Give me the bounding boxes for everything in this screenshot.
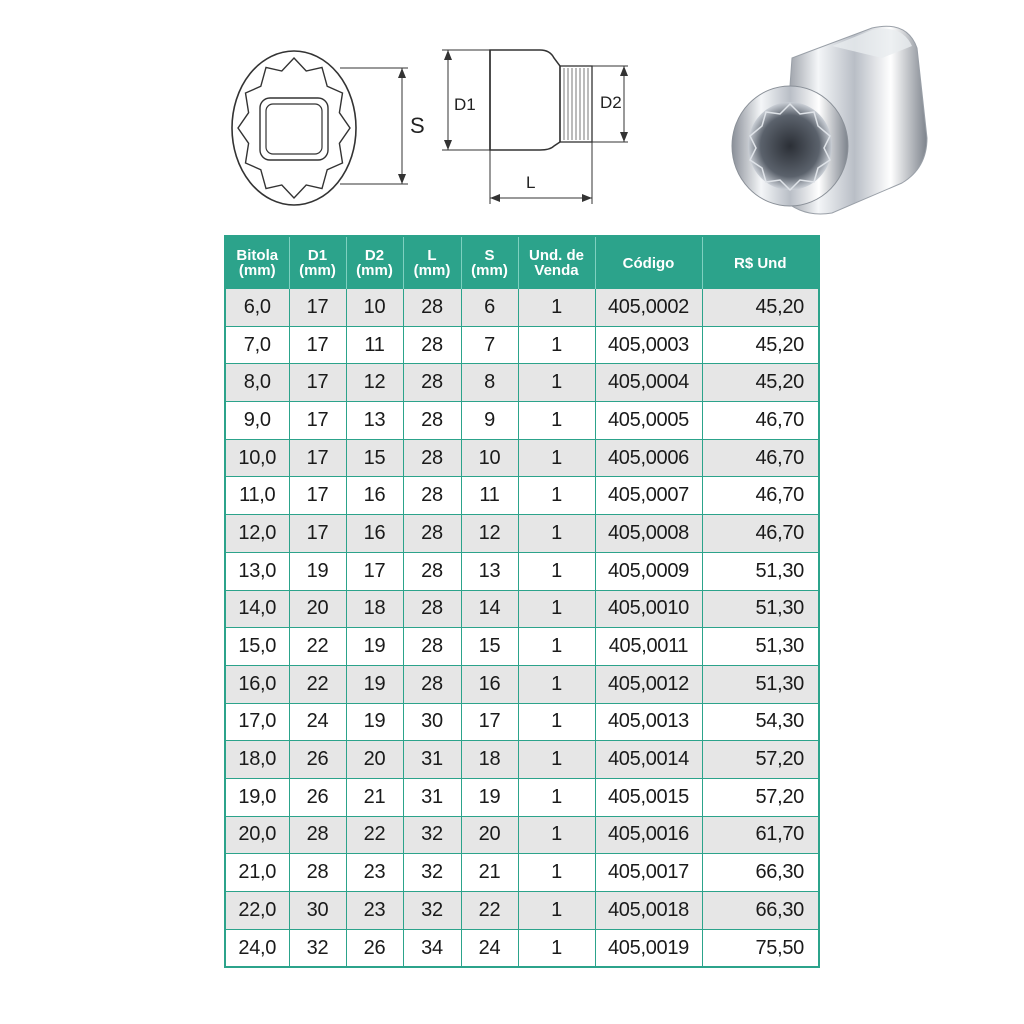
cell-d1: 19 <box>289 552 346 590</box>
cell-d2: 13 <box>346 402 403 440</box>
cell-d1: 17 <box>289 439 346 477</box>
cell-s: 24 <box>461 929 518 967</box>
cell-codigo: 405,0011 <box>595 628 702 666</box>
table-row <box>225 515 819 553</box>
column-header-line1: Und. de <box>529 247 584 264</box>
cell-bitola: 20,0 <box>225 816 289 854</box>
cell-s: 7 <box>461 326 518 364</box>
cell-d1: 28 <box>289 816 346 854</box>
cell-s: 10 <box>461 439 518 477</box>
cell-preco: 45,20 <box>702 364 819 402</box>
cell-l: 32 <box>403 816 461 854</box>
cell-l: 28 <box>403 665 461 703</box>
cell-codigo: 405,0018 <box>595 892 702 930</box>
table-row <box>225 552 819 590</box>
cell-d2: 16 <box>346 477 403 515</box>
column-header-line1: D1 <box>307 247 328 264</box>
table-row <box>225 703 819 741</box>
table-row <box>225 326 819 364</box>
table-row <box>225 741 819 779</box>
column-header-l <box>403 236 461 289</box>
cell-codigo: 405,0015 <box>595 778 702 816</box>
cell-unidade-venda: 1 <box>518 590 595 628</box>
cell-unidade-venda: 1 <box>518 816 595 854</box>
cell-preco: 45,20 <box>702 326 819 364</box>
cell-unidade-venda: 1 <box>518 703 595 741</box>
cell-d2: 17 <box>346 552 403 590</box>
cell-d2: 16 <box>346 515 403 553</box>
dimension-l-label: L <box>526 173 536 192</box>
cell-unidade-venda: 1 <box>518 326 595 364</box>
cell-preco: 57,20 <box>702 778 819 816</box>
column-header-line2: Venda <box>534 262 579 279</box>
table-row <box>225 439 819 477</box>
twelve-point-opening <box>238 58 350 198</box>
cell-codigo: 405,0004 <box>595 364 702 402</box>
cell-l: 28 <box>403 515 461 553</box>
column-header-line2: (mm) <box>413 262 451 279</box>
cell-d2: 26 <box>346 929 403 967</box>
cell-d2: 20 <box>346 741 403 779</box>
cell-s: 13 <box>461 552 518 590</box>
socket-product-photo <box>722 18 934 218</box>
cell-l: 28 <box>403 326 461 364</box>
table-row <box>225 929 819 967</box>
cell-codigo: 405,0016 <box>595 816 702 854</box>
cell-s: 22 <box>461 892 518 930</box>
cell-unidade-venda: 1 <box>518 515 595 553</box>
cell-s: 6 <box>461 289 518 326</box>
dimension-s-label: S <box>410 113 425 138</box>
cell-d1: 32 <box>289 929 346 967</box>
cell-d1: 30 <box>289 892 346 930</box>
cell-l: 31 <box>403 741 461 779</box>
column-header-d2 <box>346 236 403 289</box>
cell-d2: 19 <box>346 665 403 703</box>
column-header-line2: (mm) <box>471 262 508 279</box>
cell-codigo: 405,0005 <box>595 402 702 440</box>
column-header-codigo <box>595 236 702 289</box>
cell-s: 16 <box>461 665 518 703</box>
cell-preco: 61,70 <box>702 816 819 854</box>
cell-preco: 66,30 <box>702 892 819 930</box>
table-row <box>225 816 819 854</box>
cell-preco: 57,20 <box>702 741 819 779</box>
cell-bitola: 9,0 <box>225 402 289 440</box>
cell-bitola: 7,0 <box>225 326 289 364</box>
cell-l: 28 <box>403 364 461 402</box>
table-row <box>225 665 819 703</box>
cell-codigo: 405,0006 <box>595 439 702 477</box>
cell-codigo: 405,0017 <box>595 854 702 892</box>
cell-unidade-venda: 1 <box>518 477 595 515</box>
cell-s: 18 <box>461 741 518 779</box>
cell-bitola: 19,0 <box>225 778 289 816</box>
table-row <box>225 289 819 326</box>
cell-l: 32 <box>403 854 461 892</box>
cell-d1: 22 <box>289 665 346 703</box>
column-header-line2: (mm) <box>299 262 336 279</box>
column-header-line1: S <box>484 247 495 264</box>
cell-bitola: 13,0 <box>225 552 289 590</box>
cell-preco: 66,30 <box>702 854 819 892</box>
cell-d2: 19 <box>346 628 403 666</box>
cell-bitola: 22,0 <box>225 892 289 930</box>
cell-d1: 28 <box>289 854 346 892</box>
cell-d2: 23 <box>346 892 403 930</box>
column-header-line2: (mm) <box>356 262 393 279</box>
cell-d2: 18 <box>346 590 403 628</box>
cell-unidade-venda: 1 <box>518 552 595 590</box>
cell-d2: 12 <box>346 364 403 402</box>
cell-codigo: 405,0014 <box>595 741 702 779</box>
cell-l: 32 <box>403 892 461 930</box>
cell-codigo: 405,0002 <box>595 289 702 326</box>
column-header-d1 <box>289 236 346 289</box>
cell-unidade-venda: 1 <box>518 665 595 703</box>
cell-unidade-venda: 1 <box>518 289 595 326</box>
column-header-line1: L <box>427 247 437 264</box>
cell-d2: 15 <box>346 439 403 477</box>
socket-price-table <box>224 235 820 968</box>
cell-preco: 46,70 <box>702 477 819 515</box>
cell-codigo: 405,0019 <box>595 929 702 967</box>
cell-preco: 75,50 <box>702 929 819 967</box>
cell-l: 28 <box>403 552 461 590</box>
table-row <box>225 402 819 440</box>
cell-s: 19 <box>461 778 518 816</box>
cell-preco: 51,30 <box>702 590 819 628</box>
cell-bitola: 10,0 <box>225 439 289 477</box>
cell-l: 30 <box>403 703 461 741</box>
dimension-d1-label: D1 <box>454 95 476 114</box>
cell-codigo: 405,0009 <box>595 552 702 590</box>
cell-bitola: 17,0 <box>225 703 289 741</box>
cell-bitola: 16,0 <box>225 665 289 703</box>
column-header-line1: Código <box>622 254 675 272</box>
cell-unidade-venda: 1 <box>518 402 595 440</box>
cell-l: 28 <box>403 439 461 477</box>
socket-front-view-diagram <box>222 38 432 218</box>
table-row <box>225 628 819 666</box>
cell-unidade-venda: 1 <box>518 364 595 402</box>
cell-s: 12 <box>461 515 518 553</box>
table-body <box>225 289 819 967</box>
cell-s: 14 <box>461 590 518 628</box>
cell-d1: 24 <box>289 703 346 741</box>
figures-area <box>0 0 1024 230</box>
cell-unidade-venda: 1 <box>518 439 595 477</box>
cell-d1: 20 <box>289 590 346 628</box>
cell-d1: 17 <box>289 326 346 364</box>
cell-l: 28 <box>403 477 461 515</box>
cell-l: 28 <box>403 628 461 666</box>
cell-s: 20 <box>461 816 518 854</box>
cell-d1: 17 <box>289 364 346 402</box>
cell-l: 34 <box>403 929 461 967</box>
table-row <box>225 590 819 628</box>
cell-bitola: 8,0 <box>225 364 289 402</box>
column-header-bitola <box>225 236 289 289</box>
cell-l: 28 <box>403 402 461 440</box>
column-header-s <box>461 236 518 289</box>
table-header-row <box>225 236 819 289</box>
column-header-unidade-venda <box>518 236 595 289</box>
cell-codigo: 405,0010 <box>595 590 702 628</box>
cell-preco: 54,30 <box>702 703 819 741</box>
column-header-line1: Bitola <box>236 247 279 264</box>
cell-unidade-venda: 1 <box>518 854 595 892</box>
cell-s: 9 <box>461 402 518 440</box>
column-header-line2: (mm) <box>238 262 276 279</box>
column-header-line1: R$ Und <box>734 254 787 272</box>
cell-bitola: 14,0 <box>225 590 289 628</box>
cell-bitola: 24,0 <box>225 929 289 967</box>
cell-unidade-venda: 1 <box>518 741 595 779</box>
price-table-container <box>224 235 818 968</box>
cell-d2: 11 <box>346 326 403 364</box>
cell-unidade-venda: 1 <box>518 778 595 816</box>
cell-preco: 45,20 <box>702 289 819 326</box>
cell-d2: 23 <box>346 854 403 892</box>
cell-d2: 10 <box>346 289 403 326</box>
cell-l: 31 <box>403 778 461 816</box>
cell-s: 11 <box>461 477 518 515</box>
cell-d1: 26 <box>289 741 346 779</box>
cell-preco: 51,30 <box>702 552 819 590</box>
cell-d1: 26 <box>289 778 346 816</box>
column-header-preco <box>702 236 819 289</box>
cell-bitola: 15,0 <box>225 628 289 666</box>
cell-d1: 17 <box>289 515 346 553</box>
cell-bitola: 12,0 <box>225 515 289 553</box>
cell-d2: 21 <box>346 778 403 816</box>
cell-d1: 17 <box>289 402 346 440</box>
cell-d2: 19 <box>346 703 403 741</box>
column-header-line1: D2 <box>364 247 385 264</box>
table-row <box>225 477 819 515</box>
table-row <box>225 364 819 402</box>
cell-l: 28 <box>403 289 461 326</box>
cell-preco: 51,30 <box>702 665 819 703</box>
cell-preco: 46,70 <box>702 402 819 440</box>
cell-preco: 46,70 <box>702 439 819 477</box>
socket-side-view-diagram <box>432 32 650 222</box>
cell-bitola: 18,0 <box>225 741 289 779</box>
cell-d1: 17 <box>289 289 346 326</box>
cell-bitola: 21,0 <box>225 854 289 892</box>
cell-unidade-venda: 1 <box>518 628 595 666</box>
cell-d1: 17 <box>289 477 346 515</box>
cell-s: 15 <box>461 628 518 666</box>
cell-codigo: 405,0012 <box>595 665 702 703</box>
cell-s: 8 <box>461 364 518 402</box>
cell-d2: 22 <box>346 816 403 854</box>
dimension-d2-label: D2 <box>600 93 622 112</box>
cell-codigo: 405,0008 <box>595 515 702 553</box>
table-row <box>225 778 819 816</box>
cell-unidade-venda: 1 <box>518 929 595 967</box>
cell-codigo: 405,0013 <box>595 703 702 741</box>
cell-bitola: 6,0 <box>225 289 289 326</box>
cell-codigo: 405,0007 <box>595 477 702 515</box>
cell-codigo: 405,0003 <box>595 326 702 364</box>
cell-s: 21 <box>461 854 518 892</box>
cell-preco: 51,30 <box>702 628 819 666</box>
table-row <box>225 854 819 892</box>
cell-d1: 22 <box>289 628 346 666</box>
table-row <box>225 892 819 930</box>
cell-unidade-venda: 1 <box>518 892 595 930</box>
cell-s: 17 <box>461 703 518 741</box>
cell-preco: 46,70 <box>702 515 819 553</box>
cell-l: 28 <box>403 590 461 628</box>
cell-bitola: 11,0 <box>225 477 289 515</box>
